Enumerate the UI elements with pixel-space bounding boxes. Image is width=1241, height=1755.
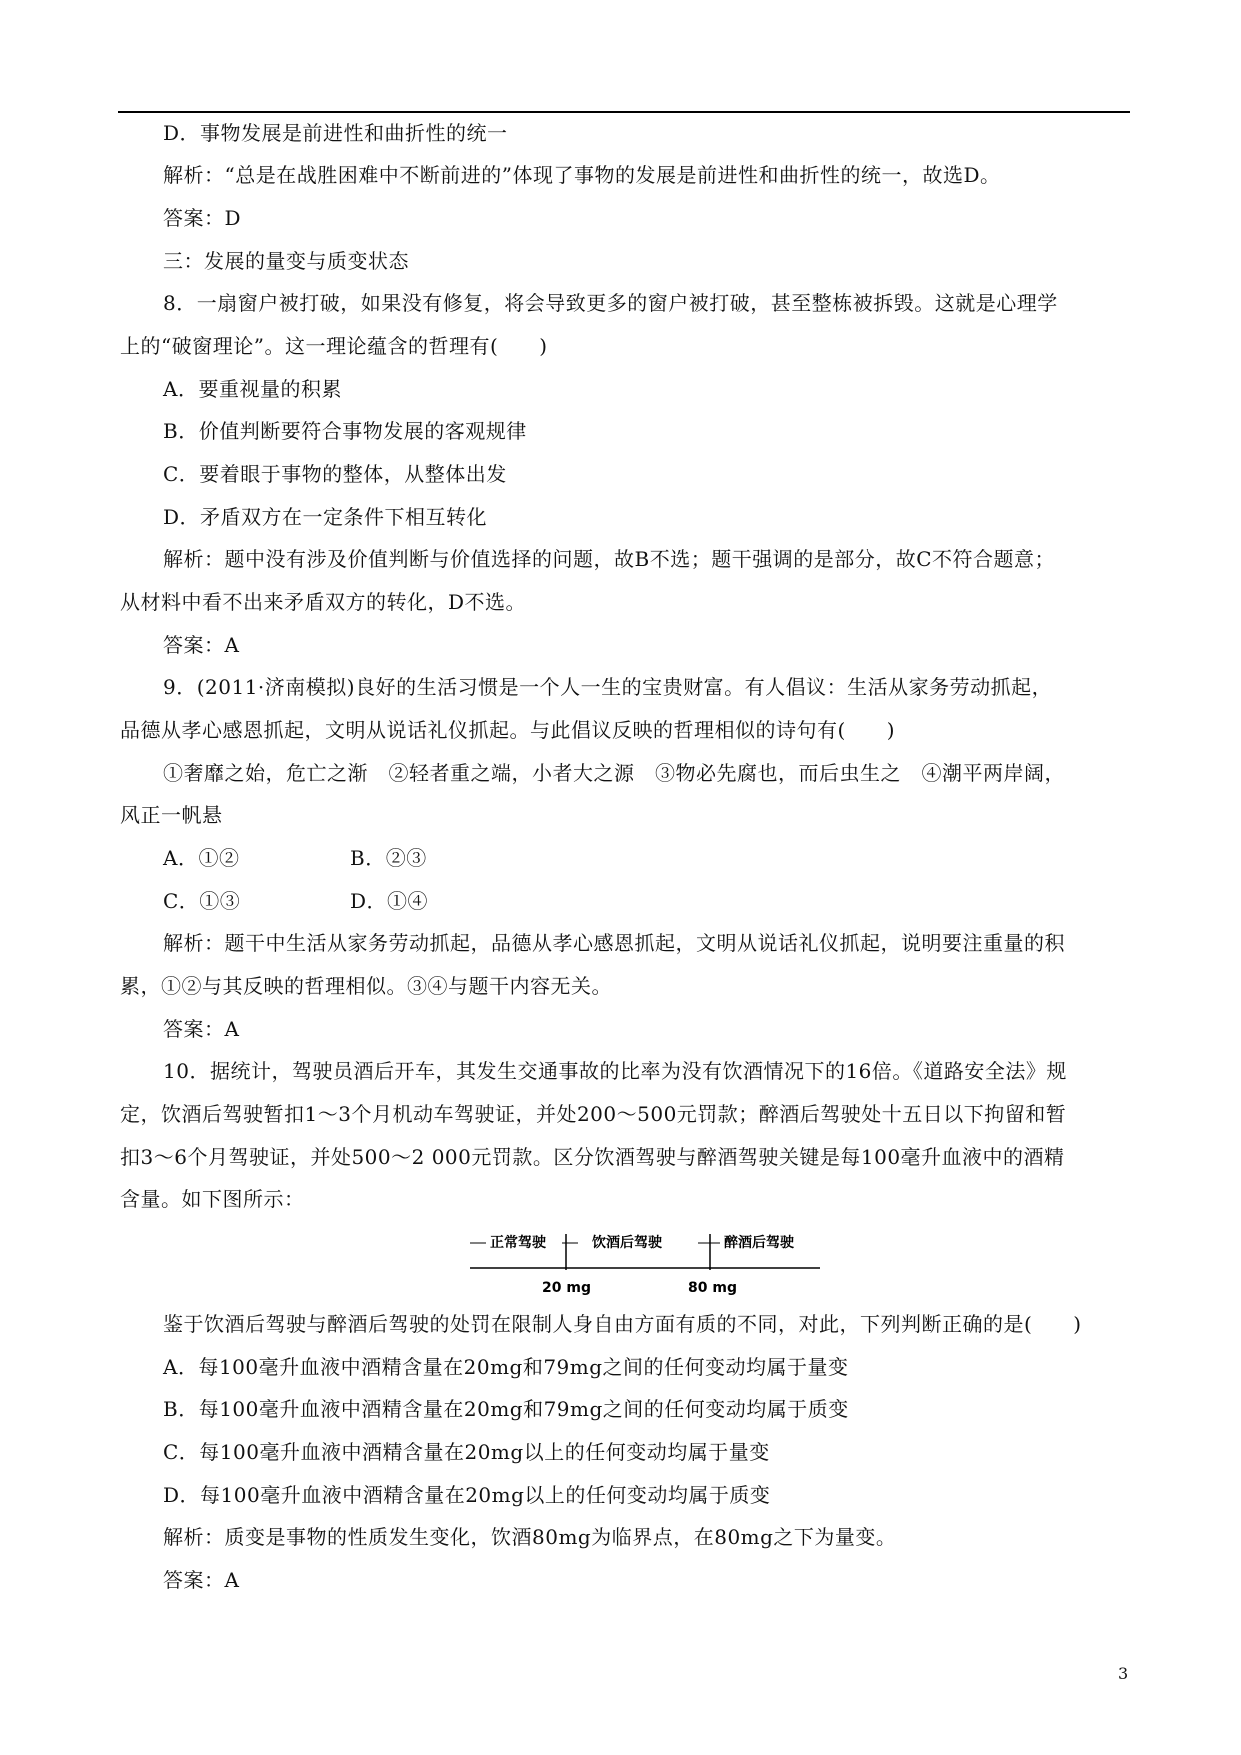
threshold-20mg-label: 20 mg: [542, 1280, 591, 1296]
option-a-q9: A．①②: [163, 846, 240, 870]
question-10-line4: 含量。如下图所示：: [120, 1187, 305, 1211]
header-rule: [118, 111, 1130, 113]
answer-q7: 答案：D: [163, 206, 242, 230]
option-d-q9: D．①④: [350, 889, 429, 913]
option-d-q8: D．矛盾双方在一定条件下相互转化: [163, 505, 488, 529]
option-c-q8: C．要着眼于事物的整体，从整体出发: [163, 462, 507, 486]
option-b-q9: B．②③: [350, 846, 427, 870]
zone-drunk-label: 醉酒后驾驶: [724, 1235, 794, 1251]
option-d-q7: D．事物发展是前进性和曲折性的统一: [163, 121, 508, 145]
page-number: 3: [1118, 1664, 1129, 1683]
answer-q10: 答案：A: [163, 1568, 240, 1592]
analysis-q8-line1: 解析：题中没有涉及价值判断与价值选择的问题，故B不选；题干强调的是部分，故C不符合题意；: [163, 547, 1055, 571]
answer-q9: 答案：A: [163, 1017, 240, 1041]
analysis-q9-line1: 解析：题干中生活从家务劳动抓起，品德从孝心感恩抓起，文明从说话礼仪抓起，说明要注重量的积: [163, 931, 1065, 955]
question-9-verses-line2: 风正一帆悬: [120, 803, 223, 827]
option-a-q10: A．每100毫升血液中酒精含量在20mg和79mg之间的任何变动均属于量变: [163, 1355, 849, 1379]
analysis-q7: 解析：“总是在战胜困难中不断前进的”体现了事物的发展是前进性和曲折性的统一，故选D。: [163, 163, 1001, 187]
option-a-q8: A．要重视量的积累: [163, 377, 342, 401]
answer-q8: 答案：A: [163, 633, 240, 657]
analysis-q10: 解析：质变是事物的性质发生变化，饮酒80mg为临界点，在80mg之下为量变。: [163, 1525, 897, 1549]
option-b-q8: B．价值判断要符合事物发展的客观规律: [163, 419, 527, 443]
question-10-line1: 10．据统计，驾驶员酒后开车，其发生交通事故的比率为没有饮酒情况下的16倍。《道路安全法》规: [163, 1059, 1067, 1083]
zone-drinking-label: 饮酒后驾驶: [592, 1235, 662, 1251]
analysis-q8-line2: 从材料中看不出来矛盾双方的转化，D不选。: [120, 590, 527, 614]
question-9-line2: 品德从孝心感恩抓起，文明从说话礼仪抓起。与此倡议反映的哲理相似的诗句有( ): [120, 718, 896, 742]
question-8-line1: 8．一扇窗户被打破，如果没有修复，将会导致更多的窗户被打破，甚至整栋被拆毁。这就是心理学: [163, 291, 1058, 315]
question-9-line1: 9．(2011·济南模拟)良好的生活习惯是一个人一生的宝贵财富。有人倡议：生活从家务劳动抓起，: [163, 675, 1053, 699]
analysis-q9-line2: 累，①②与其反映的哲理相似。③④与题干内容无关。: [120, 974, 612, 998]
threshold-80mg-label: 80 mg: [688, 1280, 737, 1296]
question-10-line2: 定，饮酒后驾驶暂扣1～3个月机动车驾驶证，并处200～500元罚款；醉酒后驾驶处十五日以下拘留和暂: [120, 1102, 1067, 1126]
question-9-verses-line1: ①奢靡之始，危亡之渐 ②轻者重之端，小者大之源 ③物必先腐也，而后虫生之 ④潮平两岸阔，: [163, 761, 1065, 785]
option-b-q10: B．每100毫升血液中酒精含量在20mg和79mg之间的任何变动均属于质变: [163, 1397, 849, 1421]
question-10-line3: 扣3～6个月驾驶证，并处500～2 000元罚款。区分饮酒驾驶与醉酒驾驶关键是每100毫升血液中的酒精: [120, 1145, 1065, 1169]
question-10-stem: 鉴于饮酒后驾驶与醉酒后驾驶的处罚在限制人身自由方面有质的不同，对此，下列判断正确的是( ): [163, 1312, 1082, 1336]
question-8-line2: 上的“破窗理论”。这一理论蕴含的哲理有( ): [120, 334, 548, 358]
option-c-q9: C．①③: [163, 889, 241, 913]
alcohol-threshold-diagram: [466, 1228, 826, 1298]
option-c-q10: C．每100毫升血液中酒精含量在20mg以上的任何变动均属于量变: [163, 1440, 770, 1464]
section-heading: 三：发展的量变与质变状态: [163, 249, 409, 273]
zone-normal-label: 正常驾驶: [490, 1235, 546, 1251]
option-d-q10: D．每100毫升血液中酒精含量在20mg以上的任何变动均属于质变: [163, 1483, 771, 1507]
